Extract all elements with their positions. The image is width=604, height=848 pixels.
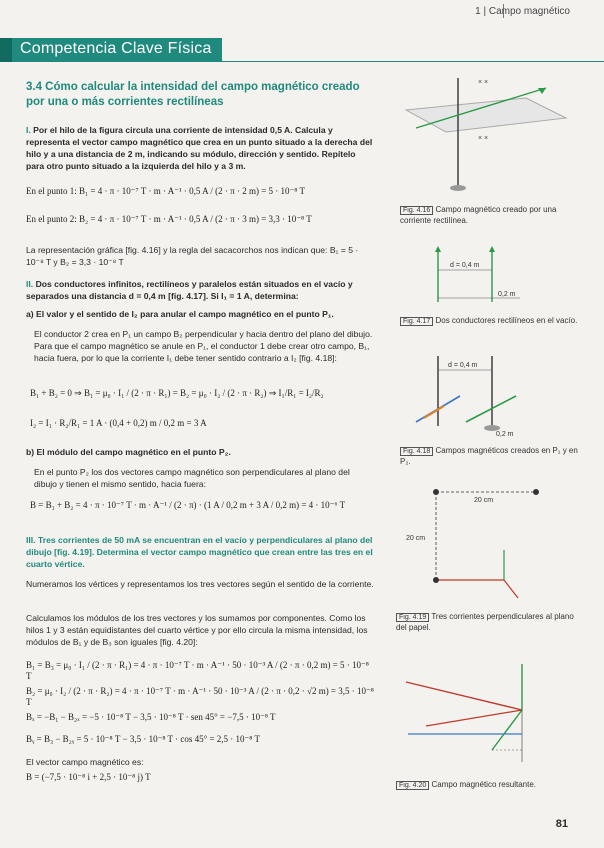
banner-rule: [222, 61, 604, 62]
figure-4-19: [396, 480, 576, 605]
svg-text:× ×: × ×: [478, 135, 489, 142]
figure-4-20-text: Campo magnético resultante.: [431, 780, 536, 789]
base: [450, 185, 466, 191]
figure-4-19-w: 20 cm: [474, 497, 494, 504]
part3-statement: [26, 534, 376, 570]
section-title: 3.4 Cómo calcular la intensidad del campo magnético creado por una o más corrientes rectilíneas: [26, 81, 360, 108]
figure-4-18-tag: Fig. 4.18: [400, 447, 433, 456]
part1-representation: La representación gráfica [fig. 4.16] y la regla del sacacorchos nos indican que: B₁ = 5 · 10⁻⁸ T y B₂ = 3,3 · 10⁻⁸ T: [26, 245, 359, 267]
part2-a-text: El conductor 2 crea en P₁ un campo B₂ perpendicular y hacia dentro del plano del dibujo. Para que el campo magnético se anule en P₁, el conductor 1 debe crear otro campo, B₁, hacia fuera, por lo que la corriente I₁ debe tener sentido contrario a I₂ [fig. 4.18]:: [34, 329, 373, 363]
figure-4-18: [396, 348, 576, 438]
figure-4-17: [396, 240, 576, 310]
part1-label: I.: [26, 125, 31, 135]
figure-4-20: [396, 650, 576, 768]
part2-label: II.: [26, 279, 34, 289]
page-number: 81: [555, 818, 568, 830]
svg-text:× ×: × ×: [478, 79, 489, 86]
part2-text: Dos conductores infinitos, rectilíneos y paralelos están situados en el vacío y separados una distancia d = 0,4 m [fig. 4.17]. Si I₁ = 1 A, determina:: [26, 279, 353, 301]
figure-4-18-d: d = 0,4 m: [448, 362, 478, 369]
part2-b-text: En el punto P₂ los dos vectores campo magnético son perpendiculares al plano del dibujo y tienen el mismo sentido, hacia fuera:: [34, 467, 350, 489]
part1-eq2: En el punto 2: B₂ = 4 · π · 10⁻⁷ T · m · A⁻¹ · 0,5 A / (2 · π · 3 m) = 3,3 · 10⁻⁸ T: [26, 214, 312, 224]
part2-b-title: b) El módulo del campo magnético en el punto P₂.: [26, 447, 231, 457]
part3-p1: Numeramos los vértices y representamos los tres vectores según el sentido de la corriente.: [26, 579, 374, 589]
figure-4-20-caption: [396, 780, 576, 791]
figure-4-17-r: 0,2 m: [498, 291, 516, 298]
arrow-head: [538, 88, 546, 94]
part3-eq3: Bₓ = −B₁ − B₂ₓ = −5 · 10⁻⁸ T − 3,5 · 10⁻⁸ T · sen 45° = −7,5 · 10⁻⁸ T: [26, 712, 276, 722]
plane: [406, 98, 566, 132]
running-title: 1 | Campo magnético: [475, 6, 570, 17]
part2-a-eq2: I₂ = I₁ · R₂/R₁ = 1 A · (0,4 + 0,2) m / 0,2 m = 3 A: [30, 418, 207, 428]
part3-eq2: B₂ = μ₀ · I₂ / (2 · π · R₂) = 4 · π · 10⁻⁷ T · m · A⁻¹ · 50 · 10⁻³ A / (2 · π · 0,2 · √2 m) = 3,5 · 10⁻⁸ T: [26, 686, 374, 707]
figure-4-16: [396, 70, 576, 198]
figure-4-18-caption: [400, 446, 580, 467]
figure-4-16-tag: Fig. 4.16: [400, 206, 433, 215]
part3-eq4: Bᵧ = B₃ − B₂ᵧ = 5 · 10⁻⁸ T − 3,5 · 10⁻⁸ T · cos 45° = 2,5 · 10⁻⁸ T: [26, 734, 261, 744]
part2-statement: [26, 278, 376, 302]
part2-a-eq1: B₁ + B₂ = 0 ⇒ B₁ = μ₀ · I₁ / (2 · π · R₁) = B₂ = μ₀ · I₂ / (2 · π · R₂) ⇒ I₁/R₁ = I₂/R₂: [30, 388, 324, 398]
figure-4-19-tag: Fig. 4.19: [396, 613, 429, 622]
part1-text: Por el hilo de la figura circula una corriente de intensidad 0,5 A. Calcula y representa el vector campo magnético que crea en un punto situado a la derecha del hilo y a una distancia de 2 m, indicando su módulo, dirección y sentido. Repítelo para otro punto situado a la izquierda del hilo y a 3 m.: [26, 125, 373, 171]
part1-eq1: En el punto 1: B₁ = 4 · π · 10⁻⁷ T · m · A⁻¹ · 0,5 A / (2 · π · 2 m) = 5 · 10⁻⁸ T: [26, 186, 305, 196]
banner-title: Competencia Clave Física: [20, 40, 212, 57]
figure-4-16-text: Campo magnético creado por una corriente rectilínea.: [400, 205, 557, 225]
part3-text: Tres corrientes de 50 mA se encuentran en el vacío y perpendiculares al plano del dibujo [fig. 4.19]. Determina el vector campo magnético que crean entre las tres en el cuarto vértice.: [26, 535, 373, 569]
figure-4-18-text: Campos magnéticos creados en P₁ y en P₂.: [400, 446, 578, 466]
figure-4-17-text: Dos conductores rectilíneos en el vacío.: [435, 316, 578, 325]
part3-final-intro: El vector campo magnético es:: [26, 757, 144, 767]
part2-a-title: a) El valor y el sentido de I₂ para anular el campo magnético en el punto P₁.: [26, 309, 334, 319]
figure-4-18-r: 0,2 m: [496, 431, 514, 438]
figure-4-17-caption: [400, 316, 580, 327]
part3-eq1: B₁ = B₃ = μ₀ · I₁ / (2 · π · R₁) = 4 · π · 10⁻⁷ T · m · A⁻¹ · 50 · 10⁻³ A / (2 · π · 0,2 m) = 5 · 10⁻⁸ T: [26, 660, 369, 681]
figure-4-16-caption: [400, 205, 580, 226]
part3-final: B = (−7,5 · 10⁻⁸ i + 2,5 · 10⁻⁸ j) T: [26, 772, 151, 782]
figure-4-19-h: 20 cm: [406, 535, 426, 542]
figure-4-17-d: d = 0,4 m: [450, 262, 480, 269]
figure-4-19-text: Tres corrientes perpendiculares al plano del papel.: [396, 612, 574, 632]
part2-b-eq: B = B₁ + B₂ = 4 · π · 10⁻⁷ T · m · A⁻¹ / (2 · π) · (1 A / 0,2 m + 3 A / 0,2 m) = 4 · 10⁻⁶ T: [30, 500, 346, 510]
part1-statement: [26, 124, 376, 172]
part3-p2: Calculamos los módulos de los tres vectores y los sumamos por componentes. Como los hilos 1 y 3 están equidistantes del cuarto vértice y por ello circula la misma intensidad, los módulos de B₁ y de B₃ son iguales [fig. 4.20]:: [26, 613, 368, 647]
figure-4-20-tag: Fig. 4.20: [396, 781, 429, 790]
figure-4-17-tag: Fig. 4.17: [400, 317, 433, 326]
figure-4-19-caption: [396, 612, 576, 633]
part3-label: III.: [26, 535, 36, 545]
banner-edge: [0, 38, 12, 62]
